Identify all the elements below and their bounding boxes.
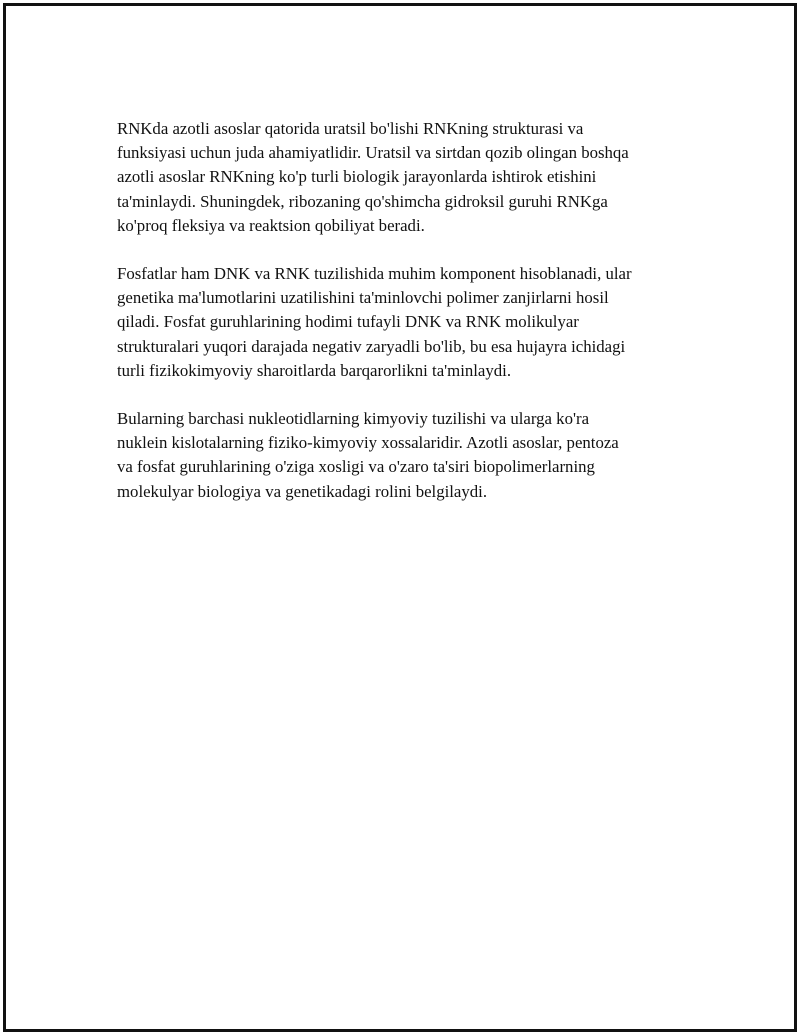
paragraph-1 [117, 117, 697, 238]
text-line: va fosfat guruhlarining o'ziga xosligi va o'zaro ta'siri biopolimerlarning [117, 457, 595, 477]
text-line: ko'proq fleksiya va reaktsion qobiliyat beradi. [117, 215, 425, 235]
text-line: molekulyar biologiya va genetikadagi rolini belgilaydi. [117, 481, 488, 501]
text-line: qiladi. Fosfat guruhlarining hodimi tufayli DNK va RNK molikulyar [117, 312, 579, 332]
text-line: turli fizikokimyoviy sharoitlarda barqarorlikni ta'minlaydi. [117, 360, 512, 380]
document-body [117, 117, 697, 528]
paragraph-2 [117, 262, 697, 383]
text-line: RNKda azotli asoslar qatorida uratsil bo'lishi RNKning strukturasi va [117, 119, 584, 138]
paragraph-3 [117, 407, 697, 504]
text-line: strukturalari yuqori darajada negativ zaryadli bo'lib, bu esa hujayra ichidagi [117, 336, 626, 356]
text-line: Fosfatlar ham DNK va RNK tuzilishida muhim komponent hisoblanadi, ular [117, 264, 632, 284]
text-line: ta'minlaydi. Shuningdek, ribozaning qo'shimcha gidroksil guruhi RNKga [117, 191, 608, 211]
text-line: azotli asoslar RNKning ko'p turli biologik jarayonlarda ishtirok etishini [117, 167, 597, 187]
text-line: genetika ma'lumotlarini uzatilishini ta'minlovchi polimer zanjirlarni hosil [117, 288, 609, 308]
text-line: nuklein kislotalarning fiziko-kimyoviy xossalaridir. Azotli asoslar, pentoza [117, 433, 619, 453]
text-line: Bularning barchasi nukleotidlarning kimyoviy tuzilishi va ularga ko'ra [117, 409, 590, 429]
text-line: funksiyasi uchun juda ahamiyatlidir. Uratsil va sirtdan qozib olingan boshqa [117, 143, 629, 163]
